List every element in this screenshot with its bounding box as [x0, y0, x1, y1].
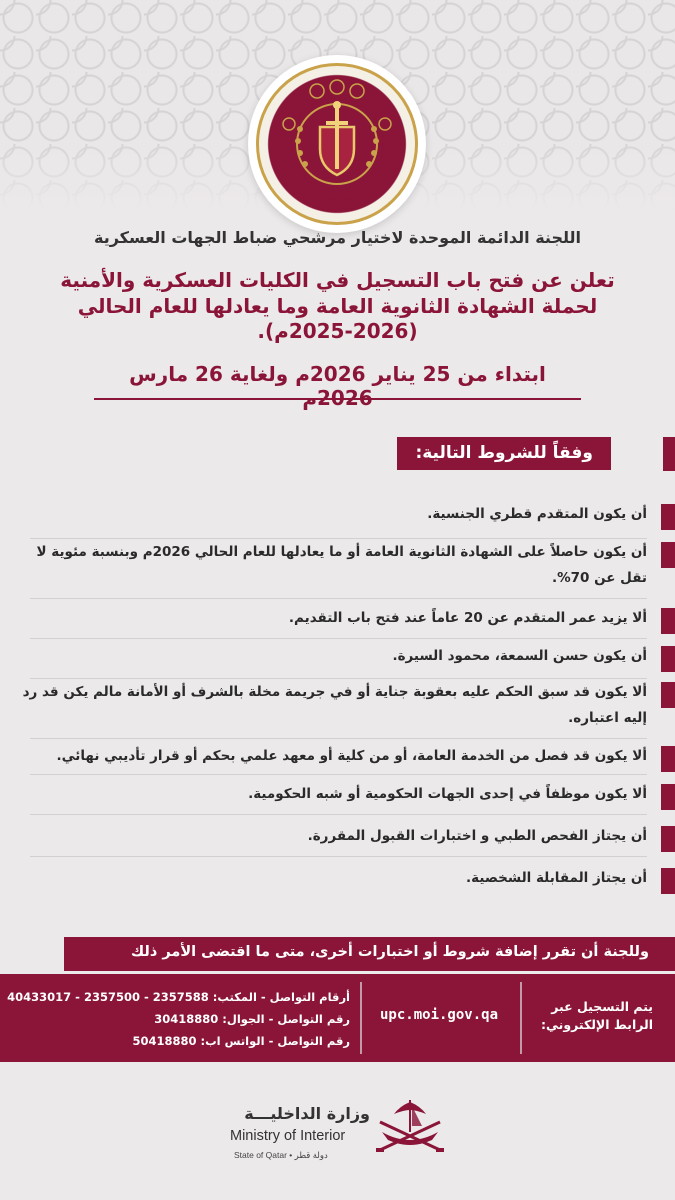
condition-marker: [661, 504, 675, 530]
condition-divider: [30, 774, 647, 775]
ministry-logo: [228, 1090, 448, 1170]
office-phones: أرقام التواصل - المكتب: 2357588 - 2357500 - 40433017: [7, 990, 350, 1004]
contact-divider: [360, 982, 362, 1054]
committee-note: وللجنة أن تقرر إضافة شروط أو اختبارات أخرى، متى ما اقتضى الأمر ذلك: [64, 937, 675, 971]
condition-text: أن يجتاز الفحص الطبي و اختبارات القبول المقررة.: [307, 828, 647, 844]
condition-marker: [661, 542, 675, 568]
condition-marker: [661, 784, 675, 810]
condition-text: ألا يكون موظفاً في إحدى الجهات الحكومية أو شبه الحكومية.: [248, 786, 647, 802]
contact-band: [0, 974, 675, 1062]
conditions-title: وفقاً للشروط التالية:: [397, 437, 611, 470]
condition-marker: [661, 682, 675, 708]
committee-emblem: [248, 55, 426, 233]
registration-label: [513, 998, 653, 1033]
registration-link[interactable]: upc.moi.gov.qa: [380, 1007, 499, 1023]
mobile-phone: رقم التواصل - الجوال: 30418880: [154, 1012, 350, 1026]
condition-text: أن يجتاز المقابلة الشخصية.: [466, 870, 647, 886]
conditions-header-bar: [663, 437, 675, 471]
condition-text: أن يكون المتقدم قطري الجنسية.: [427, 506, 647, 522]
qatar-seal-icon: [372, 1092, 448, 1162]
condition-text: ألا يكون قد سبق الحكم عليه بعقوبة جناية أو في جريمة مخلة بالشرف أو الأمانة مالم يكن قد رد إليه اعتباره.: [22, 684, 647, 726]
registration-period: ابتداء من 25 يناير 2026م ولغاية 26 مارس 2026م: [94, 362, 581, 400]
announcement-text: [50, 268, 625, 345]
emblem-ring: [256, 63, 418, 225]
condition-text: ألا يكون قد فصل من الخدمة العامة، أو من كلية أو معهد علمي بحكم أو قرار تأديبي نهائي.: [56, 748, 647, 764]
condition-text: أن يكون حسن السمعة، محمود السيرة.: [392, 648, 647, 664]
ministry-name-english: Ministry of Interior: [230, 1128, 346, 1144]
condition-divider: [30, 738, 647, 739]
state-of-qatar: State of Qatar • دولة قطر: [234, 1150, 328, 1160]
condition-divider: [30, 678, 647, 679]
condition-divider: [30, 538, 647, 539]
condition-marker: [661, 646, 675, 672]
contact-divider: [520, 982, 522, 1054]
condition-divider: [30, 598, 647, 599]
condition-divider: [30, 856, 647, 857]
condition-marker: [661, 826, 675, 852]
whatsapp-phone: رقم التواصل - الواتس اب: 50418880: [132, 1034, 350, 1048]
condition-divider: [30, 814, 647, 815]
sword-shield-icon: [262, 69, 412, 219]
condition-text: أن يكون حاصلاً على الشهادة الثانوية العامة أو ما يعادلها للعام الحالي 2026م وبنسبة مئوية لا تقل عن 70%.: [36, 544, 647, 586]
announcement-line: لحملة الشهادة الثانوية العامة وما يعادلها للعام الحالي: [77, 293, 598, 318]
condition-divider: [30, 638, 647, 639]
registration-label-line: الرابط الإلكتروني:: [540, 1016, 653, 1032]
announcement-line: (2025-2026م).: [257, 319, 418, 344]
condition-marker: [661, 608, 675, 634]
condition-marker: [661, 868, 675, 894]
contact-phones: [6, 986, 350, 1052]
registration-label-line: يتم التسجيل عبر: [551, 999, 653, 1014]
condition-marker: [661, 746, 675, 772]
committee-title: اللجنة الدائمة الموحدة لاختيار مرشحي ضباط الجهات العسكرية: [93, 228, 581, 247]
condition-text: ألا يزيد عمر المتقدم عن 20 عاماً عند فتح باب التقديم.: [288, 610, 647, 626]
announcement-line: تعلن عن فتح باب التسجيل في الكليات العسكرية والأمنية: [60, 268, 615, 292]
ministry-name-arabic: وزارة الداخليـــة: [244, 1104, 370, 1123]
